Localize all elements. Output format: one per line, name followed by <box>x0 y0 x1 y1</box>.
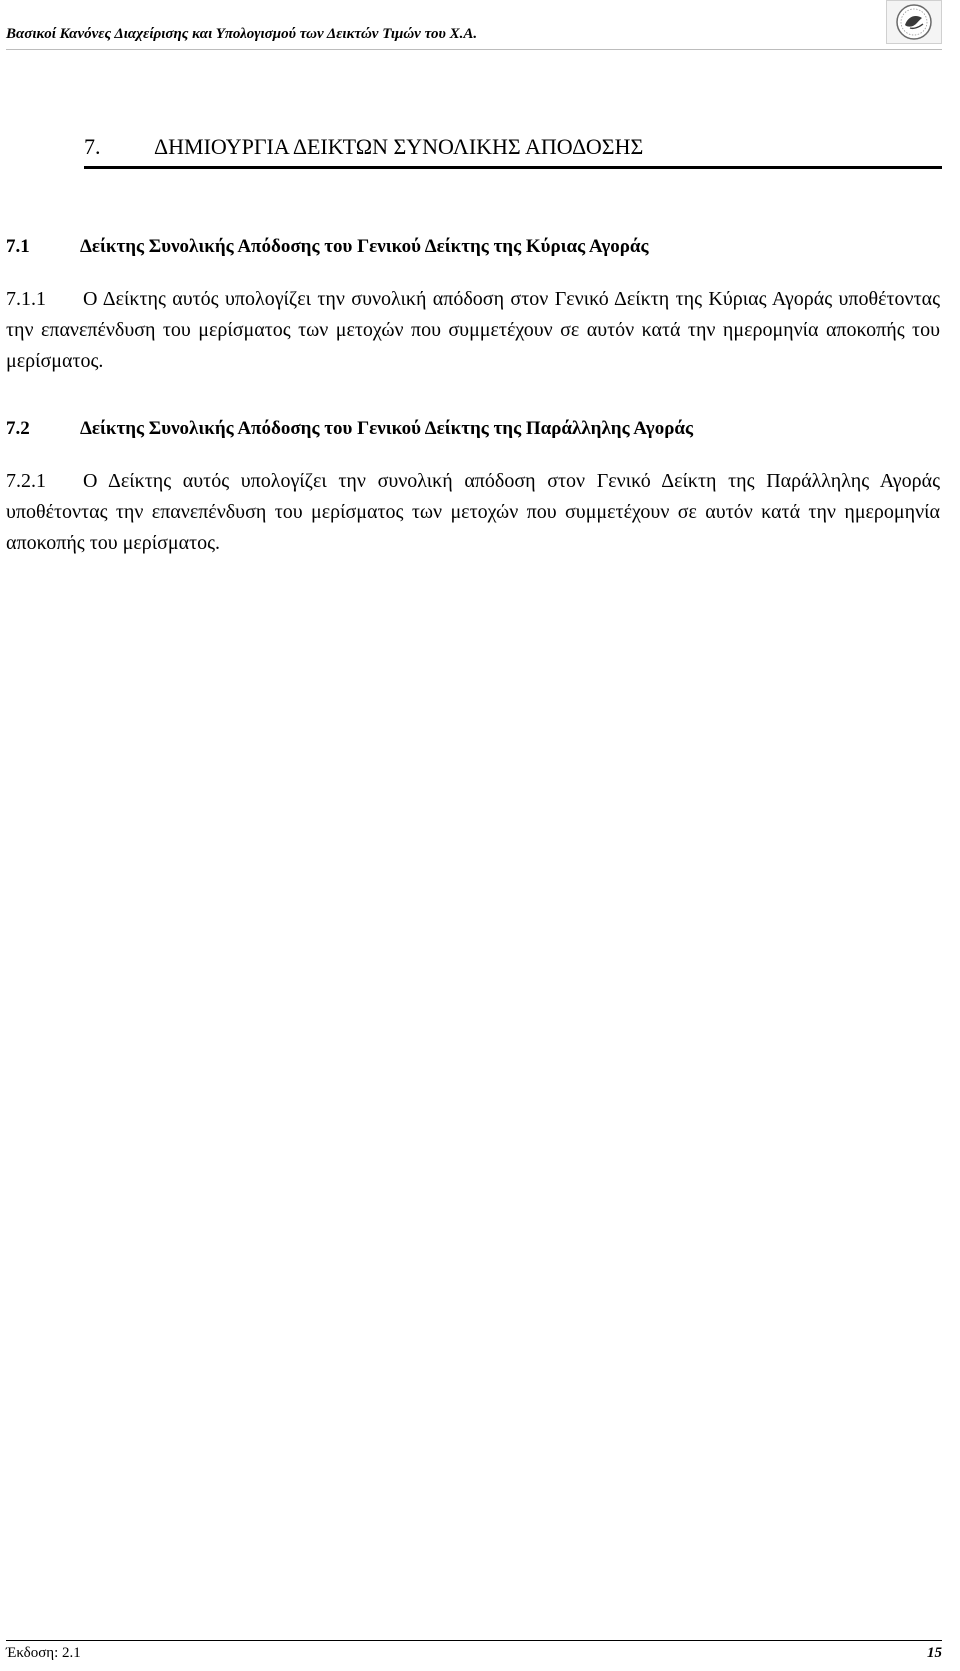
chapter-number: 7. <box>84 134 101 159</box>
chapter-divider <box>84 166 942 169</box>
chapter-heading <box>84 134 643 160</box>
paragraph-7-1-1 <box>6 284 940 377</box>
paragraph-text: Ο Δείκτης αυτός υπολογίζει την συνολική απόδοση στον Γενικό Δείκτη της Κύριας Αγοράς υποθέτοντας την επανεπένδυση του μερίσματος των μετοχών που συμμετέχουν σε αυτόν κατά την ημερομηνία αποκοπής του μερίσματος. <box>6 288 940 372</box>
header-title: Βασικοί Κανόνες Διαχείρισης και Υπολογισμού των Δεικτών Τιμών του Χ.Α. <box>6 26 478 42</box>
paragraph-number: 7.2.1 <box>6 470 46 492</box>
header-divider <box>6 49 942 50</box>
section-title: Δείκτης Συνολικής Απόδοσης του Γενικού Δείκτης της Κύριας Αγοράς <box>80 236 649 257</box>
section-heading-7-2 <box>6 418 693 440</box>
page-number: 15 <box>927 1645 942 1661</box>
section-number: 7.2 <box>6 418 30 439</box>
section-heading-7-1 <box>6 236 649 258</box>
athens-exchange-logo-icon <box>886 0 942 44</box>
chapter-title: ΔΗΜΙΟΥΡΓΙΑ ΔΕΙΚΤΩΝ ΣΥΝΟΛΙΚΗΣ ΑΠΟΔΟΣΗΣ <box>154 134 644 159</box>
page-header <box>6 0 942 50</box>
footer-version: Έκδοση: 2.1 <box>6 1645 81 1661</box>
paragraph-text: Ο Δείκτης αυτός υπολογίζει την συνολική απόδοση στον Γενικό Δείκτη της Παράλληλης Αγοράς υποθέτοντας την επανεπένδυση του μερίσματος των μετοχών που συμμετέχουν σε αυτόν κατά την ημερομηνία αποκοπής του μερίσματος. <box>6 470 940 554</box>
paragraph-number: 7.1.1 <box>6 288 46 310</box>
footer-divider <box>6 1640 942 1641</box>
paragraph-7-2-1 <box>6 466 940 559</box>
section-title: Δείκτης Συνολικής Απόδοσης του Γενικού Δείκτης της Παράλληλης Αγοράς <box>80 418 693 439</box>
section-number: 7.1 <box>6 236 30 257</box>
